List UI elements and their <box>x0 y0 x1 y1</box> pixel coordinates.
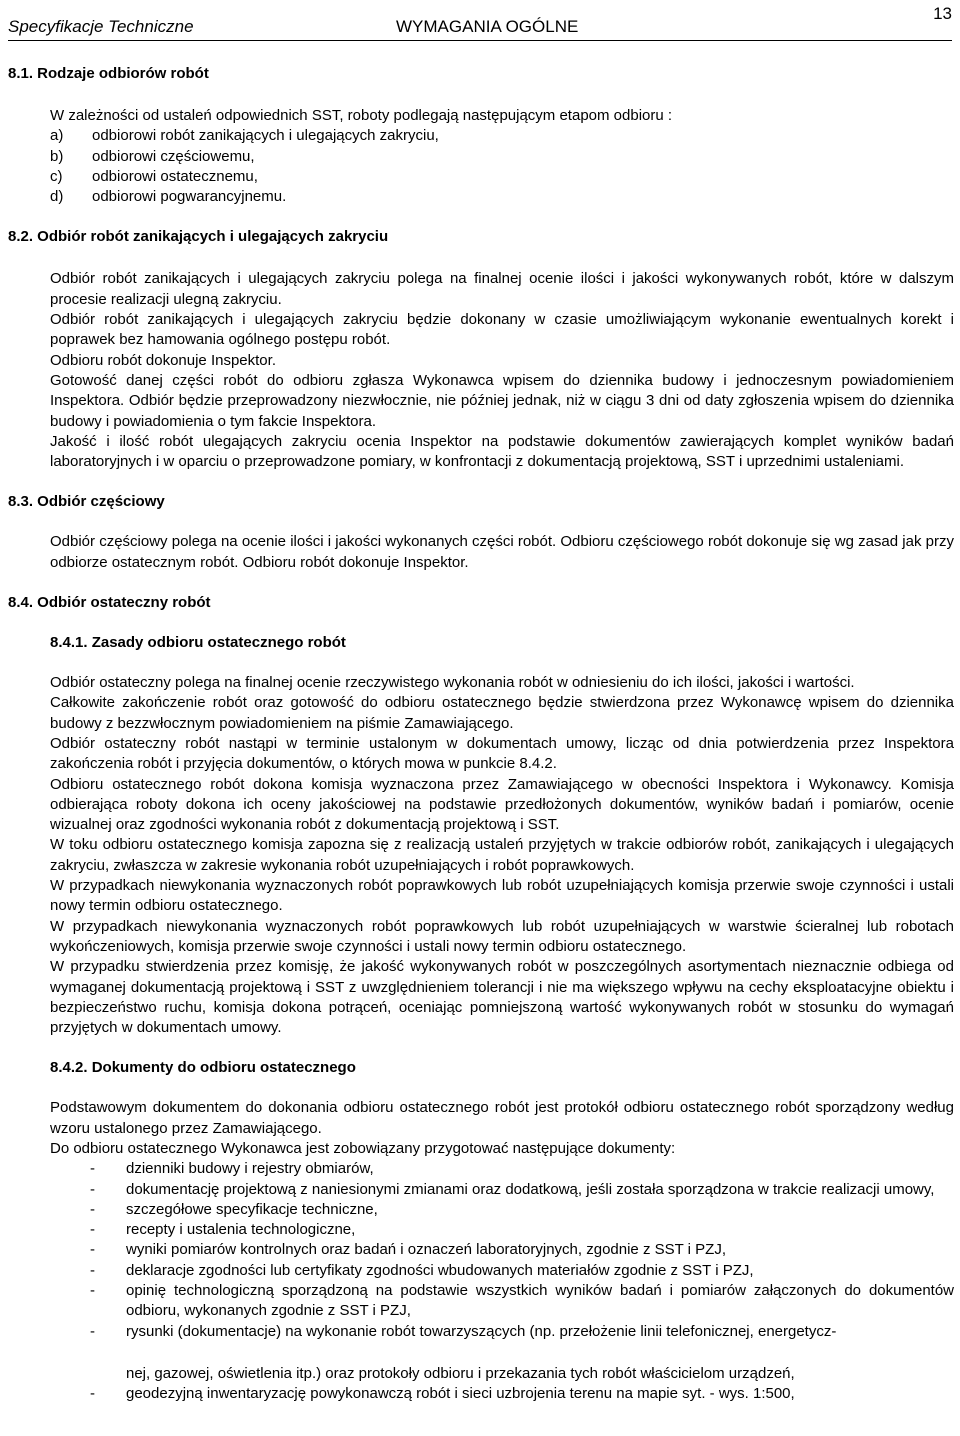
list-item-text: szczegółowe specyfikacje techniczne, <box>126 1200 378 1218</box>
list-item <box>50 167 954 187</box>
paragraph: Podstawowym dokumentem do dokonania odbioru ostatecznego robót jest protokół odbioru ostatecznego robót sporządzony według wzoru ustalonego przez Zamawiającego. <box>50 1099 954 1137</box>
page-number: 13 <box>933 4 952 23</box>
list-dash: - <box>90 1160 95 1178</box>
paragraph: Odbiór robót zanikających i ulegających zakryciu będzie dokonany w czasie umożliwiającym wykonanie ewentualnych korekt i poprawek bez hamowania ogólnego postępu robót. <box>50 311 954 349</box>
list-item <box>50 1240 954 1260</box>
list-item <box>50 1180 954 1200</box>
paragraph: W przypadku stwierdzenia przez komisję, że jakość wykonywanych robót w poszczególnych asortymentach nieznacznie odbiega od wymaganej dokumentacją projektową i SST z uwzględnieniem tolerancji i nie ma większego wpływu na cechy eksploatacyjne obiektu i bezpieczeństwo ruchu, komisja dokona potrąceń, oceniając pomniejszoną wartość wykonywanych robót w stosunku do wymagań przyjętych w dokumentach umowy. <box>50 958 954 1037</box>
list-item-text: odbiorowi częściowemu, <box>92 147 255 165</box>
list-item <box>50 1220 954 1240</box>
paragraph: Odbiór robót zanikających i ulegających zakryciu polega na finalnej ocenie ilości i jakości wykonywanych robót, które w dalszym procesie realizacji ulegną zakryciu. <box>50 270 954 308</box>
documents-list <box>50 1159 954 1404</box>
list-item-text: recepty i ustalenia technologiczne, <box>126 1221 356 1239</box>
list-dash: - <box>90 1241 95 1259</box>
list-dash: - <box>90 1385 95 1403</box>
section-8-4-heading: 8.4. Odbiór ostateczny robót <box>8 594 211 612</box>
list-item <box>50 187 954 207</box>
list-item-text: deklaracje zgodności lub certyfikaty zgodności wbudowanych materiałów zgodnie z SST i PZJ, <box>126 1261 754 1279</box>
list-item <box>50 126 954 146</box>
document-body <box>8 64 954 1405</box>
section-8-4-1-heading: 8.4.1. Zasady odbioru ostatecznego robót <box>50 634 346 652</box>
page-header <box>8 0 952 41</box>
list-marker: a) <box>50 127 64 145</box>
section-8-4-2-heading: 8.4.2. Dokumenty do odbioru ostatecznego <box>50 1059 356 1077</box>
list-dash: - <box>90 1221 95 1239</box>
paragraph: Odbiór ostateczny polega na finalnej ocenie rzeczywistego wykonania robót w odniesieniu do ich ilości, jakości i wartości. <box>50 674 855 692</box>
list-item <box>50 147 954 167</box>
list-dash: - <box>90 1282 95 1300</box>
paragraph: Gotowość danej części robót do odbioru zgłasza Wykonawca wpisem do dziennika budowy i jednoczesnym powiadomieniem Inspektora. Odbiór będzie przeprowadzony niezwłocznie, nie później jednak, niż w ciągu 3 dni od daty zgłoszenia wpisem do dziennika budowy i powiadomienia o tym fakcie Inspektora. <box>50 371 954 430</box>
list-item-text: opinię technologiczną sporządzoną na podstawie wszystkich wyników badań i pomiarów załączonych do dokumentów odbioru, wykonanych zgodnie z SST i PZJ, <box>126 1282 954 1320</box>
paragraph: Odbioru ostatecznego robót dokona komisja wyznaczona przez Zamawiającego w obecności Inspektora i Wykonawcy. Komisja odbierająca roboty dokona ich oceny jakościowej na podstawie przedłożonych dokumentów, wyników badań i pomiarów, ocenie wizualnej oraz zgodności wykonania robót z dokumentacją projektową i SST. <box>50 775 954 834</box>
list-item-text: odbiorowi ostatecznemu, <box>92 167 258 185</box>
paragraph: Całkowite zakończenie robót oraz gotowość do odbioru ostatecznego będzie stwierdzona przez Wykonawcę wpisem do dziennika budowy z bezzwłocznym powiadomieniem na piśmie Zamawiającego. <box>50 694 954 732</box>
header-section-title: WYMAGANIA OGÓLNE <box>396 17 579 36</box>
list-item-text: geodezyjną inwentaryzację powykonawczą robót i sieci uzbrojenia terenu na mapie syt. - wys. 1:500, <box>126 1385 795 1403</box>
list-marker: b) <box>50 147 64 165</box>
list-dash: - <box>90 1261 95 1279</box>
list-item-text: odbiorowi pogwarancyjnemu. <box>92 188 287 206</box>
paragraph: W przypadkach niewykonania wyznaczonych robót poprawkowych lub robót uzupełniających komisja przerwie swoje czynności i ustali nowy termin odbioru ostatecznego. <box>50 877 954 915</box>
paragraph: W przypadkach niewykonania wyznaczonych robót poprawkowych lub robót uzupełniających w warstwie ścieralnej lub robotach wykończeniowych, komisja przerwie swoje czynności i ustali nowy termin odbioru ostatecznego. <box>50 917 954 955</box>
list-item-text: rysunki (dokumentacje) na wykonanie robót towarzyszących (np. przełożenie linii telefonicznej, energetycz- <box>126 1322 837 1340</box>
section-8-3-heading: 8.3. Odbiór częściowy <box>8 493 165 511</box>
section-8-2-heading: 8.2. Odbiór robót zanikających i ulegających zakryciu <box>8 228 389 246</box>
paragraph: Odbiór ostateczny robót nastąpi w terminie ustalonym w dokumentach umowy, licząc od dnia potwierdzenia przez Inspektora zakończenia robót i przyjęcia dokumentów, o których mowa w punkcie 8.4.2. <box>50 734 954 773</box>
list-item <box>50 1261 954 1281</box>
list-item-text: nej, gazowej, oświetlenia itp.) oraz protokoły odbioru i przekazania tych robót właścicielom urządzeń, <box>126 1364 795 1382</box>
paragraph: W toku odbioru ostatecznego komisja zapozna się z realizacją ustaleń przyjętych w trakcie odbiorów robót, zanikających i ulegających zakryciu, zwłaszcza w zakresie wykonania robót uzupełniających i robót poprawkowych. <box>50 836 954 874</box>
list-dash: - <box>90 1200 95 1218</box>
list-item-text: wyniki pomiarów kontrolnych oraz badań i oznaczeń laboratoryjnych, zgodnie z SST i PZJ, <box>126 1241 727 1259</box>
list-item <box>50 1322 954 1342</box>
list-item-text: odbiorowi robót zanikających i ulegających zakryciu, <box>92 127 439 145</box>
header-doc-title: Specyfikacje Techniczne <box>8 17 194 36</box>
list-marker: d) <box>50 188 64 206</box>
list-marker: c) <box>50 167 63 185</box>
list-item-text: dokumentację projektową z naniesionymi zmianami oraz dodatkową, jeśli została sporządzona w trakcie realizacji umowy, <box>126 1180 935 1198</box>
list-item <box>50 1159 954 1179</box>
list-item <box>50 1384 954 1404</box>
list-dash: - <box>90 1180 95 1198</box>
section-8-1-heading: 8.1. Rodzaje odbiorów robót <box>8 65 209 82</box>
paragraph: Jakość i ilość robót ulegających zakryciu ocenia Inspektor na podstawie dokumentów zawierających komplet wyników badań laboratoryjnych i w oparciu o przeprowadzone pomiary, w konfrontacji z dokumentacją projektową, SST i uprzednimi ustaleniami. <box>50 432 954 471</box>
paragraph: Do odbioru ostatecznego Wykonawca jest zobowiązany przygotować następujące dokumenty: <box>50 1139 676 1157</box>
list-dash: - <box>90 1322 95 1340</box>
list-item <box>50 1200 954 1220</box>
paragraph: Odbiór częściowy polega na ocenie ilości i jakości wykonanych części robót. Odbioru częściowego robót dokonuje się wg zasad jak przy odbiorze ostatecznym robót. Odbioru robót dokonuje Inspektor. <box>50 533 954 571</box>
list-item <box>50 1364 954 1384</box>
section-8-1-intro: W zależności od ustaleń odpowiednich SST, roboty podlegają następującym etapom odbioru : <box>50 107 673 124</box>
list-item <box>50 1281 954 1322</box>
list-item-text: dzienniki budowy i rejestry obmiarów, <box>126 1160 374 1178</box>
paragraph: Odbioru robót dokonuje Inspektor. <box>50 351 276 369</box>
list-dash <box>50 1364 126 1384</box>
acceptance-types-list <box>50 126 954 207</box>
